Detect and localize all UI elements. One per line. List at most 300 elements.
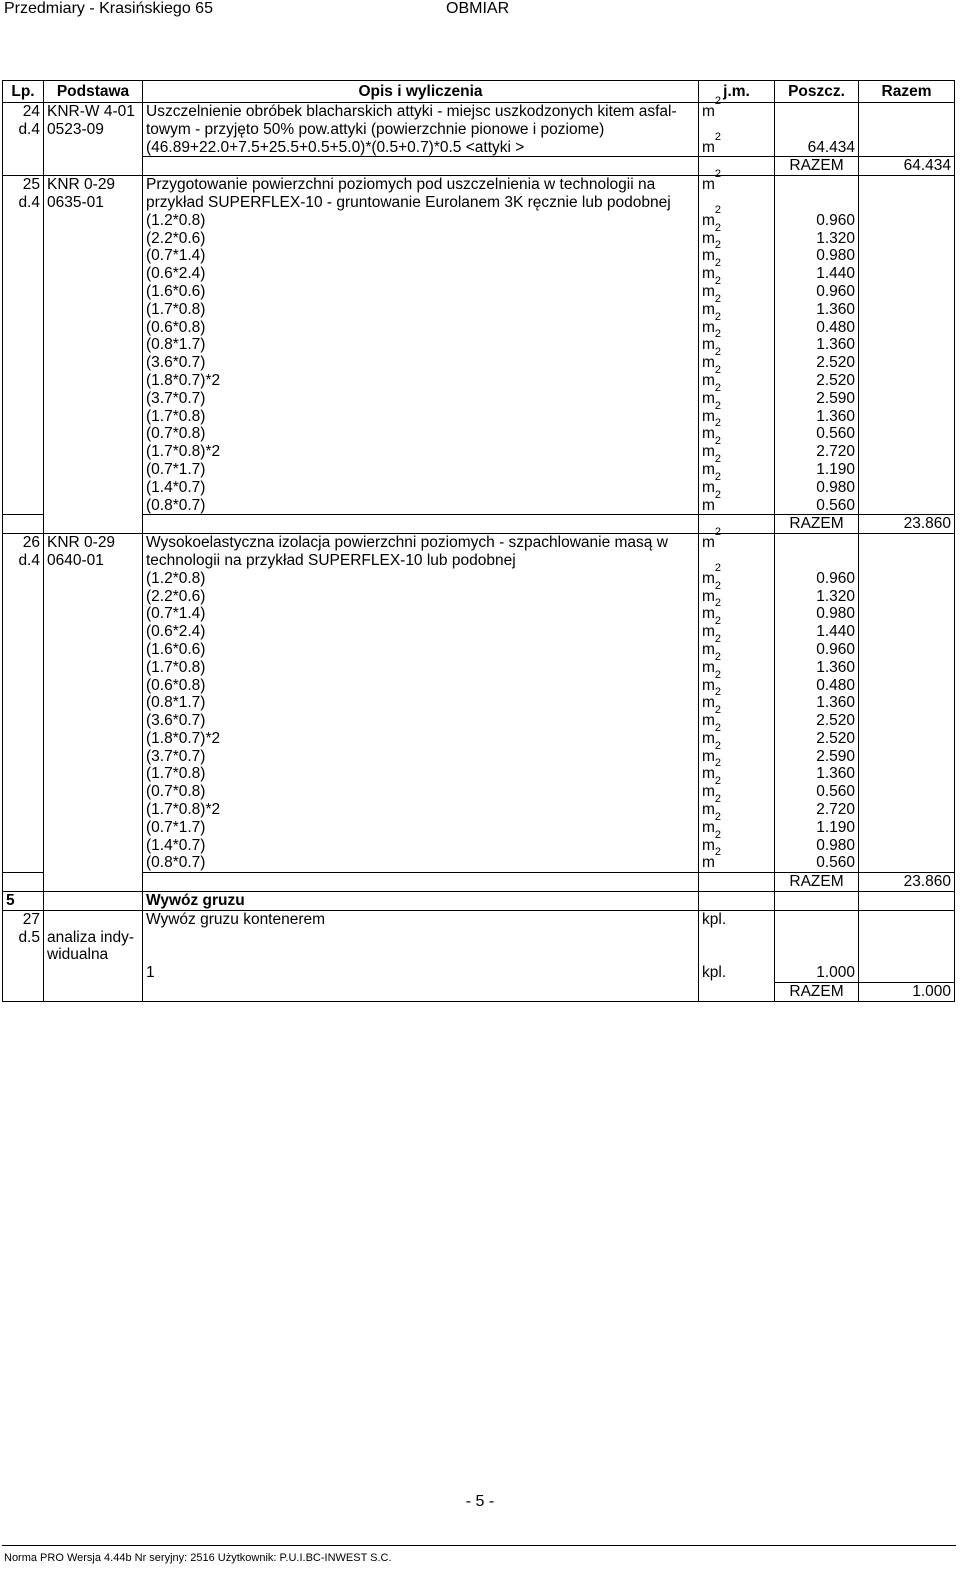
- col-podstawa: Podstawa: [44, 81, 143, 103]
- calc-expression: (1.6*0.6): [143, 641, 699, 659]
- unit-text: $m^2$: [702, 615, 722, 641]
- podstawa-cell: [44, 605, 143, 623]
- unit-text: $m^2$: [702, 739, 722, 765]
- item-description: Wysokoelastyczna izolacja powierzchni poziomych - szpachlowanie masą w: [143, 534, 699, 552]
- calc-row: [3, 588, 955, 606]
- unit-cell: [699, 168, 775, 194]
- calc-value: 0.960: [775, 641, 859, 659]
- lp-cell: [3, 694, 44, 712]
- calc-value: 1.360: [775, 408, 859, 426]
- unit-cell: [699, 721, 775, 748]
- razem-cell: [859, 783, 955, 801]
- unit-cell: [699, 983, 775, 1002]
- lp-cell: [3, 157, 44, 176]
- unit-text: $m^2$: [702, 650, 722, 676]
- lp-cell: [3, 283, 44, 301]
- calc-row: [3, 623, 955, 641]
- podstawa-cell: [44, 230, 143, 248]
- unit-text: $m^2$: [702, 346, 722, 372]
- calc-value: 0.980: [775, 247, 859, 265]
- lp-cell: [3, 570, 44, 588]
- item-lp-suffix: d.5: [3, 929, 44, 947]
- razem-cell: [859, 570, 955, 588]
- unit-text: $m^2$: [702, 721, 722, 747]
- item-lp-suffix: d.4: [3, 121, 44, 139]
- lp-cell: [3, 765, 44, 783]
- item-description: technologii na przykład SUPERFLEX-10 lub podobnej: [143, 552, 699, 570]
- calc-value: 1.320: [775, 230, 859, 248]
- razem-cell: [859, 372, 955, 390]
- razem-cell: [859, 837, 955, 855]
- podstawa-cell: [44, 659, 143, 677]
- table-body: [3, 95, 955, 1002]
- item-row: [3, 176, 955, 194]
- lp-cell: [3, 443, 44, 461]
- calc-value: 1.360: [775, 694, 859, 712]
- opis-cell: [143, 873, 699, 892]
- lp-cell: [3, 946, 44, 964]
- calc-row: [3, 783, 955, 801]
- razem-cell: [859, 230, 955, 248]
- calc-expression: (1.2*0.8): [143, 212, 699, 230]
- razem-value: 1.000: [859, 983, 955, 1002]
- item-podstawa: KNR-W 4-01: [44, 103, 143, 121]
- calc-expression: (1.7*0.8): [143, 301, 699, 319]
- calc-expression: (0.7*1.4): [143, 605, 699, 623]
- calc-value: 1.440: [775, 623, 859, 641]
- unit-text: $m^2$: [702, 328, 722, 354]
- unit-text: $m^2$: [702, 579, 722, 605]
- item-lp: 26: [3, 534, 44, 552]
- calc-expression: (1.7*0.8): [143, 659, 699, 677]
- footer-text: Norma PRO Wersja 4.44b Nr seryjny: 2516 Użytkownik: P.U.I.BC-INWEST S.C.: [4, 1552, 392, 1564]
- calc-row: [3, 408, 955, 426]
- podstawa-cell: [44, 515, 143, 534]
- unit-cell: [699, 157, 775, 176]
- lp-cell: [3, 641, 44, 659]
- calc-value: 1.360: [775, 301, 859, 319]
- lp-cell: [3, 212, 44, 230]
- poszcz-cell: [775, 946, 859, 964]
- unit-cell: [699, 579, 775, 606]
- razem-value: 64.434: [859, 157, 955, 176]
- podstawa-cell: [44, 139, 143, 157]
- item-podstawa-code: 0635-01: [44, 194, 143, 212]
- unit-text: $m^2$: [702, 632, 722, 658]
- calc-row: [3, 964, 955, 982]
- lp-cell: [3, 354, 44, 372]
- calc-value: 0.480: [775, 319, 859, 337]
- calc-row: [3, 497, 955, 515]
- podstawa-cell: [44, 497, 143, 515]
- unit-cell: [699, 650, 775, 677]
- calc-value: 2.520: [775, 372, 859, 390]
- unit-cell: [699, 597, 775, 623]
- calc-row: [3, 605, 955, 623]
- calc-expression: (3.7*0.7): [143, 390, 699, 408]
- opis-cell: [143, 946, 699, 964]
- unit-text: $m^2$: [702, 363, 722, 389]
- unit-cell: [699, 381, 775, 408]
- calc-row: [3, 837, 955, 855]
- poszcz-cell: [775, 910, 859, 928]
- calc-expression: (0.6*0.8): [143, 677, 699, 695]
- calc-value: 0.980: [775, 605, 859, 623]
- lp-cell: [3, 837, 44, 855]
- opis-cell: [143, 929, 699, 947]
- calc-expression: (1.7*0.8)*2: [143, 801, 699, 819]
- calc-expression: (2.2*0.6): [143, 588, 699, 606]
- calc-value: 2.720: [775, 801, 859, 819]
- calc-row: [3, 390, 955, 408]
- razem-cell: [859, 964, 955, 982]
- razem-value: 23.860: [859, 515, 955, 534]
- podstawa-cell: [44, 694, 143, 712]
- calc-value: 2.720: [775, 443, 859, 461]
- unit-cell: [699, 417, 775, 443]
- calc-row: [3, 641, 955, 659]
- calc-expression: (1.4*0.7): [143, 479, 699, 497]
- poszcz-cell: [775, 103, 859, 121]
- page-header: [0, 0, 960, 22]
- podstawa-cell: [44, 677, 143, 695]
- calc-value: 0.560: [775, 854, 859, 872]
- unit-cell: [699, 274, 775, 301]
- unit-cell: [699, 95, 775, 121]
- unit-text: $m^2$: [702, 704, 722, 730]
- calc-value: 0.960: [775, 570, 859, 588]
- unit-text: $m^2$: [702, 381, 722, 407]
- calc-row: [3, 265, 955, 283]
- razem-cell: [859, 730, 955, 748]
- item-row: [3, 103, 955, 121]
- razem-row: [3, 873, 955, 892]
- podstawa-cell: [44, 730, 143, 748]
- unit-cell: [699, 194, 775, 212]
- podstawa-cell: [44, 283, 143, 301]
- razem-cell: [859, 354, 955, 372]
- lp-cell: [3, 588, 44, 606]
- lp-cell: [3, 819, 44, 837]
- calc-row: [3, 570, 955, 588]
- unit-text: $m^2$: [702, 310, 722, 336]
- razem-cell: [859, 605, 955, 623]
- razem-cell: [859, 854, 955, 872]
- section-row: [3, 892, 955, 911]
- unit-cell: [699, 561, 775, 588]
- unit-text: $m^2$: [702, 810, 722, 836]
- calc-expression: (0.8*1.7): [143, 694, 699, 712]
- unit-text: $m^2$: [702, 452, 722, 478]
- calc-expression: (0.6*0.8): [143, 319, 699, 337]
- razem-cell: [859, 801, 955, 819]
- razem-row: [3, 983, 955, 1002]
- unit-text: $m^2$: [702, 417, 722, 443]
- razem-cell: [859, 408, 955, 426]
- calc-expression: (3.7*0.7): [143, 748, 699, 766]
- calc-row: [3, 230, 955, 248]
- unit-text: $m^2$: [702, 95, 722, 120]
- poszcz-cell: [775, 892, 859, 911]
- unit-cell: [699, 873, 775, 892]
- item-lp-suffix: d.4: [3, 194, 44, 212]
- unit-cell: [699, 757, 775, 783]
- podstawa-cell: [44, 390, 143, 408]
- item-podstawa: KNR 0-29: [44, 176, 143, 194]
- item-lp: 24: [3, 103, 44, 121]
- podstawa-cell: [44, 319, 143, 337]
- unit-cell: [699, 292, 775, 319]
- calc-row: [3, 461, 955, 479]
- poszcz-cell: [775, 176, 859, 194]
- unit-text: $m^2$: [702, 526, 722, 552]
- unit-text: $m^2$: [702, 597, 722, 623]
- calc-expression: (46.89+22.0+7.5+25.5+0.5+5.0)*(0.5+0.7)*0.5 <attyki >: [143, 139, 699, 157]
- lp-cell: [3, 730, 44, 748]
- unit-text: $m^2$: [702, 292, 722, 318]
- razem-cell: [859, 677, 955, 695]
- col-razem: Razem: [859, 81, 955, 103]
- razem-label: RAZEM: [775, 515, 859, 534]
- calc-value: 2.590: [775, 390, 859, 408]
- col-lp: Lp.: [3, 81, 44, 103]
- razem-cell: [859, 139, 955, 157]
- unit-text: $m^2$: [702, 793, 722, 819]
- calc-row: [3, 854, 955, 872]
- calc-value: 0.980: [775, 837, 859, 855]
- calc-expression: 1: [143, 964, 699, 982]
- podstawa-cell: [44, 801, 143, 819]
- razem-cell: [859, 425, 955, 443]
- calc-value: 0.980: [775, 479, 859, 497]
- item-description: przykład SUPERFLEX-10 - gruntowanie Eurolanem 3K ręcznie lub podobnej: [143, 194, 699, 212]
- item-row: [3, 946, 955, 964]
- item-podstawa-code: 0523-09: [44, 121, 143, 139]
- podstawa-cell: [44, 336, 143, 354]
- poszcz-cell: [775, 194, 859, 212]
- unit-text: $m^2$: [702, 435, 722, 461]
- unit-cell: [699, 704, 775, 730]
- unit-cell: [699, 470, 775, 497]
- calc-value: 0.560: [775, 425, 859, 443]
- lp-cell: [3, 497, 44, 515]
- unit-cell: [699, 775, 775, 801]
- calc-value: 1.440: [775, 265, 859, 283]
- unit-text: $m^2$: [702, 257, 722, 283]
- item-row: [3, 534, 955, 552]
- lp-cell: [3, 983, 44, 1002]
- col-opis: Opis i wyliczenia: [143, 81, 699, 103]
- calc-row: [3, 694, 955, 712]
- razem-cell: [859, 194, 955, 212]
- unit-cell: [699, 363, 775, 390]
- calc-expression: (0.8*1.7): [143, 336, 699, 354]
- calc-value: 1.360: [775, 659, 859, 677]
- lp-cell: [3, 372, 44, 390]
- razem-cell: [859, 461, 955, 479]
- razem-cell: [859, 694, 955, 712]
- podstawa-cell: [44, 854, 143, 872]
- unit-cell: [699, 929, 775, 947]
- item-podstawa: [44, 910, 143, 928]
- razem-cell: [859, 103, 955, 121]
- podstawa-cell: [44, 247, 143, 265]
- calc-expression: (0.7*1.4): [143, 247, 699, 265]
- calc-value: 1.320: [775, 588, 859, 606]
- unit-cell: [699, 452, 775, 479]
- lp-cell: [3, 801, 44, 819]
- lp-cell: [3, 712, 44, 730]
- lp-cell: [3, 319, 44, 337]
- razem-cell: [859, 748, 955, 766]
- calc-expression: (0.7*0.8): [143, 425, 699, 443]
- unit-cell: [699, 892, 775, 911]
- razem-cell: [859, 301, 955, 319]
- section-title: Wywóz gruzu: [143, 892, 699, 911]
- lp-cell: [3, 265, 44, 283]
- podstawa-cell: [44, 265, 143, 283]
- razem-cell: [859, 319, 955, 337]
- razem-label: RAZEM: [775, 983, 859, 1002]
- razem-cell: [859, 819, 955, 837]
- razem-cell: [859, 929, 955, 947]
- razem-cell: [859, 212, 955, 230]
- opis-cell: [143, 157, 699, 176]
- unit-cell: [699, 946, 775, 964]
- calc-value: 0.960: [775, 212, 859, 230]
- item-description: towym - przyjęto 50% pow.attyki (powierzchnie pionowe i poziome): [143, 121, 699, 139]
- razem-cell: [859, 497, 955, 515]
- calc-expression: (1.7*0.8): [143, 408, 699, 426]
- razem-cell: [859, 443, 955, 461]
- item-description: Przygotowanie powierzchni poziomych pod uszczelnienia w technologii na: [143, 176, 699, 194]
- podstawa-cell: [44, 748, 143, 766]
- podstawa-cell: [44, 765, 143, 783]
- razem-cell: [859, 121, 955, 139]
- calc-expression: (0.7*1.7): [143, 461, 699, 479]
- item-row: [3, 121, 955, 139]
- unit-cell: [699, 739, 775, 766]
- calc-value: 0.960: [775, 283, 859, 301]
- podstawa-cell: [44, 819, 143, 837]
- calc-expression: (2.2*0.6): [143, 230, 699, 248]
- lp-cell: [3, 301, 44, 319]
- document-title: Przedmiary - Krasińskiego 65: [4, 0, 213, 17]
- razem-cell: [859, 623, 955, 641]
- razem-cell: [859, 659, 955, 677]
- unit-cell: [699, 328, 775, 354]
- calc-row: [3, 801, 955, 819]
- unit-cell: [699, 793, 775, 819]
- podstawa-cell: [44, 588, 143, 606]
- podstawa-cell: [44, 425, 143, 443]
- calc-value: 1.000: [775, 964, 859, 982]
- razem-cell: [859, 479, 955, 497]
- lp-cell: [3, 408, 44, 426]
- unit-cell: [699, 399, 775, 426]
- item-description: Wywóz gruzu kontenerem: [143, 910, 699, 928]
- calc-value: 1.190: [775, 819, 859, 837]
- unit-cell: [699, 239, 775, 265]
- unit-text: $m^2$: [702, 828, 722, 854]
- podstawa-cell: [44, 964, 143, 982]
- lp-cell: [3, 390, 44, 408]
- obmiar-table: [2, 80, 955, 1002]
- lp-cell: [3, 479, 44, 497]
- podstawa-cell: [44, 837, 143, 855]
- calc-value: 2.520: [775, 712, 859, 730]
- calc-row: [3, 247, 955, 265]
- razem-cell: [859, 390, 955, 408]
- calc-value: 1.360: [775, 765, 859, 783]
- col-poszcz: Poszcz.: [775, 81, 859, 103]
- calc-row: [3, 479, 955, 497]
- razem-cell: [859, 588, 955, 606]
- lp-cell: [3, 230, 44, 248]
- calc-expression: (1.6*0.6): [143, 283, 699, 301]
- calc-expression: (1.4*0.7): [143, 837, 699, 855]
- item-row: [3, 194, 955, 212]
- poszcz-cell: [775, 929, 859, 947]
- podstawa-cell: [44, 983, 143, 1002]
- unit-text: $m^2$: [702, 686, 722, 712]
- opis-cell: [143, 515, 699, 534]
- podstawa-cell: [44, 461, 143, 479]
- podstawa-cell: [44, 372, 143, 390]
- lp-cell: [3, 605, 44, 623]
- unit-text: $m^2$: [702, 221, 722, 247]
- unit-text: $m^2$: [702, 668, 722, 694]
- razem-value: 23.860: [859, 873, 955, 892]
- podstawa-cell: [44, 623, 143, 641]
- item-lp: 27: [3, 910, 44, 928]
- unit-cell: [699, 130, 775, 157]
- unit-cell: [699, 515, 775, 534]
- razem-cell: [859, 176, 955, 194]
- podstawa-cell: [44, 873, 143, 892]
- unit-text: $m^2$: [702, 470, 722, 496]
- unit-cell: [699, 632, 775, 659]
- podstawa-cell: [44, 892, 143, 911]
- calc-expression: (3.6*0.7): [143, 354, 699, 372]
- razem-cell: [859, 265, 955, 283]
- unit-cell: [699, 488, 775, 515]
- calc-expression: (1.8*0.7)*2: [143, 372, 699, 390]
- calc-row: [3, 443, 955, 461]
- razem-cell: [859, 534, 955, 552]
- calc-expression: (1.7*0.8)*2: [143, 443, 699, 461]
- poszcz-cell: [775, 534, 859, 552]
- item-podstawa: KNR 0-29: [44, 534, 143, 552]
- unit-text: $m^2$: [702, 399, 722, 425]
- calc-row: [3, 730, 955, 748]
- unit-text: $m^2$: [702, 203, 722, 229]
- table-header-row: [3, 81, 955, 103]
- calc-row: [3, 336, 955, 354]
- lp-cell: [3, 659, 44, 677]
- unit-cell: [699, 526, 775, 552]
- lp-cell: [3, 677, 44, 695]
- page-number: - 5 -: [465, 1493, 495, 1510]
- calc-row: [3, 712, 955, 730]
- razem-cell: [859, 641, 955, 659]
- calc-value: 2.520: [775, 354, 859, 372]
- lp-cell: [3, 854, 44, 872]
- calc-value: 1.190: [775, 461, 859, 479]
- calc-row: [3, 354, 955, 372]
- razem-cell: [859, 910, 955, 928]
- podstawa-cell: [44, 354, 143, 372]
